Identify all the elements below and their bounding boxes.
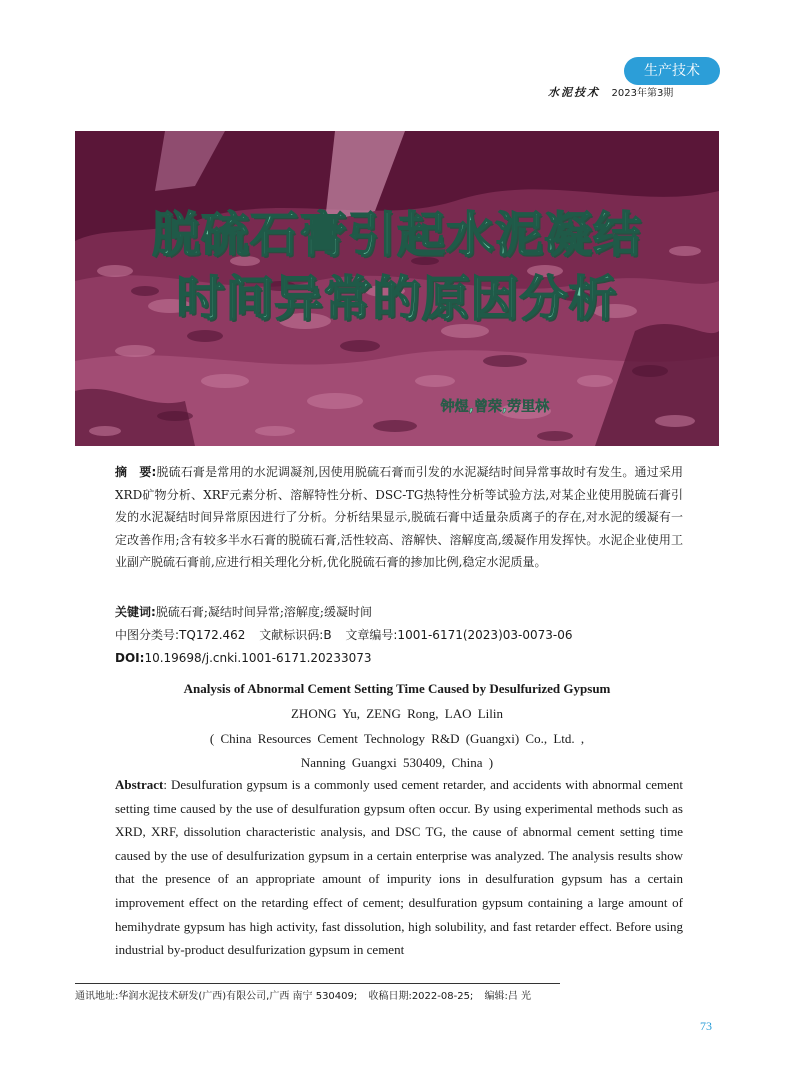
english-abstract-label: Abstract bbox=[115, 777, 164, 792]
footnote-editor: 编辑:吕 光 bbox=[484, 991, 532, 1002]
keywords-label: 关键词: bbox=[115, 605, 156, 619]
keywords bbox=[115, 602, 683, 622]
clc-number: 中图分类号:TQ172.462 bbox=[115, 628, 246, 642]
english-abstract-text: : Desulfuration gypsum is a commonly used cement retarder, and accidents with abnormal cement setting time caused by the use of desulfuration gypsum often occur. By using experimental methods such as XRD, XRF, dissolution characteristic analysis, and DSC TG, the cause of abnormal cement setting time caused by the use of desulfurization gypsum in a certain enterprise was analyzed. The analysis results show that the presence of an appropriate amount of impurity ions in desulfuration gypsum has a certain improvement effect on the retarding effect of cement; desulfuration gypsum containing a large amount of hemihydrate gypsum has high activity, fast dissolution, high solubility, and fast retarder effect. Before using industrial by-product desulfurization gypsum in cement bbox=[115, 777, 683, 958]
chinese-abstract-text: 脱硫石膏是常用的水泥调凝剂,因使用脱硫石膏而引发的水泥凝结时间异常事故时有发生。通过采用XRD矿物分析、XRF元素分析、溶解特性分析、DSC-TG热特性分析等试验方法,对某企业使用脱硫石膏引发的水泥凝结时间异常原因进行了分析。分析结果显示,脱硫石膏中适量杂质离子的存在,对水泥的缓凝有一定改善作用;含有较多半水石膏的脱硫石膏,活性较高、溶解快、溶解度高,缓凝作用发挥快。水泥企业使用工业副产脱硫石膏前,应进行相关理化分析,优化脱硫石膏的掺加比例,稳定水泥质量。 bbox=[115, 465, 683, 569]
banner-title-line-1: 脱硫石膏引起水泥凝结 bbox=[151, 207, 642, 263]
english-affiliation-line-2: Nanning Guangxi 530409, China ) bbox=[300, 755, 494, 770]
doi-label: DOI: bbox=[115, 651, 145, 665]
article-number: 文章编号:1001-6171(2023)03-0073-06 bbox=[345, 628, 573, 642]
journal-issue: 2023年第3期 bbox=[611, 88, 674, 99]
footnote-received: 收稿日期:2022-08-25; bbox=[368, 991, 474, 1002]
banner-title-line-2: 时间异常的原因分析 bbox=[176, 271, 618, 327]
english-authors: ZHONG Yu, ZENG Rong, LAO Lilin bbox=[290, 706, 504, 721]
footnote-divider bbox=[75, 983, 560, 984]
doi-value: 10.19698/j.cnki.1001-6171.20233073 bbox=[144, 651, 372, 665]
footnote-address: 通讯地址:华润水泥技术研发(广西)有限公司,广西 南宁 530409; bbox=[75, 991, 358, 1002]
banner-authors: 钟煜,曾荣,劳里林 bbox=[440, 399, 550, 415]
title-banner bbox=[75, 131, 719, 446]
journal-header bbox=[548, 85, 673, 101]
english-abstract bbox=[115, 773, 683, 962]
classification-line bbox=[115, 625, 683, 645]
document-code: 文献标识码:B bbox=[259, 628, 332, 642]
chinese-abstract-label: 摘 要: bbox=[115, 465, 157, 479]
english-title: Analysis of Abnormal Cement Setting Time Caused by Desulfurized Gypsum bbox=[183, 681, 611, 696]
section-tag: 生产技术 bbox=[624, 57, 720, 85]
footnote bbox=[75, 990, 719, 1004]
page-number: 73 bbox=[700, 1019, 712, 1033]
doi-line bbox=[115, 648, 683, 668]
chinese-abstract bbox=[115, 461, 683, 574]
journal-name: 水泥技术 bbox=[548, 86, 600, 99]
english-affiliation-line-1: ( China Resources Cement Technology R&D (Guangxi) Co., Ltd. , bbox=[209, 731, 585, 746]
keywords-text: 脱硫石膏;凝结时间异常;溶解度;缓凝时间 bbox=[155, 605, 372, 619]
